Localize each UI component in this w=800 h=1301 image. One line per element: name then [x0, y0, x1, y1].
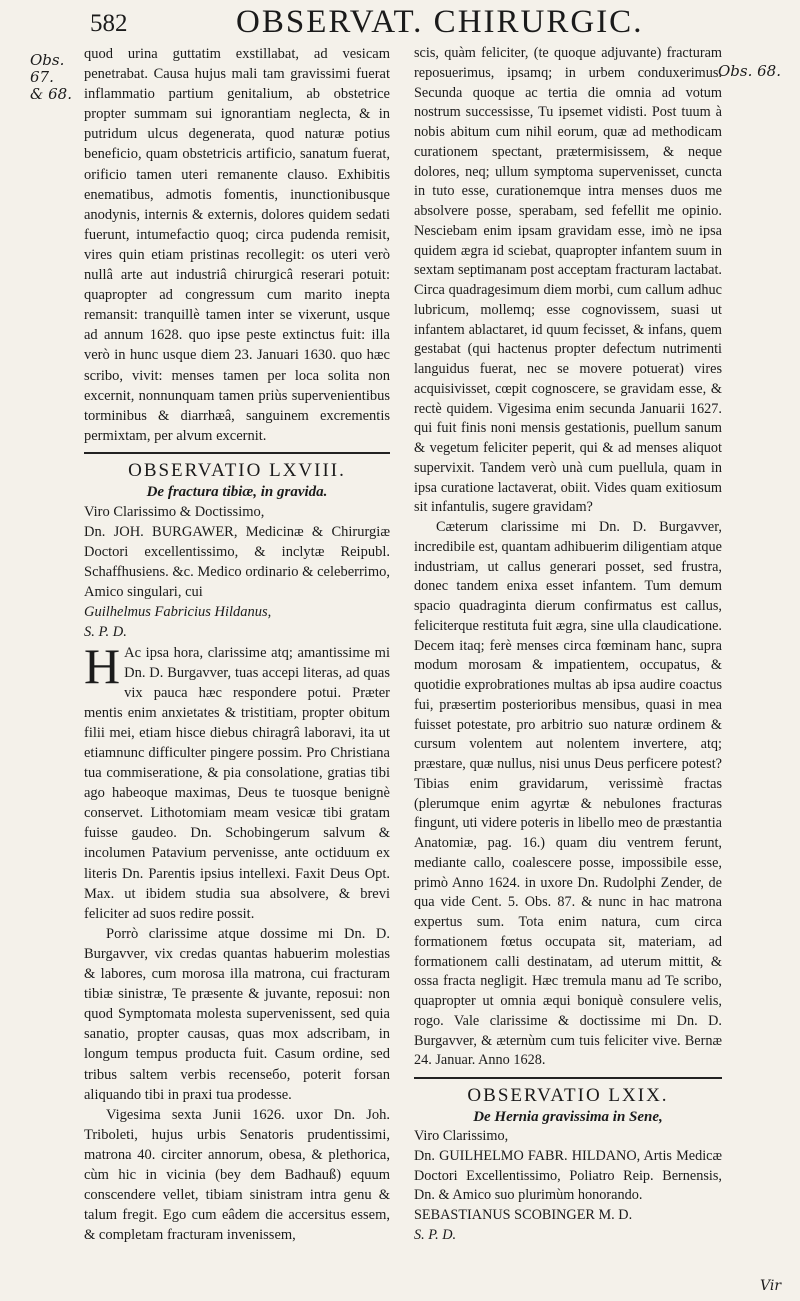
paragraph: quod urina guttatim exstillabat, ad vesicam penetrabat. Causa hujus mali tam gravissimi fuerat inflammatio partium genitalium, ab obstetrice propter summam sui ignorantiam neglecta, & in putridum ulcus degenerata, quod naturæ potius beneficio, quam obstetricis artificio, sanatum fuerat, orificio tamen uteri remanente clauso. Exhibitis enematibus, admotis fomentis, inunctionibusque anodynis, internis & externis, dolores quidem sedati fuerunt, intumefactio quoq; circa pudenda remisit, vires quin etiam pristinas recollegit: os uteri verò nullâ arte aut industriâ chirurgicâ reserari potuit: quapropter ad congressum cum marito inepta remansit: tranquillè tamen inter se vixerunt, usque ad annum 1628. quo ipse peste extinctus fuit: illa verò in hunc usque diem 23. Januari 1630. quo hæc scribo, vivit: menses tamen per loca solita non excernit, nonnunquam tamen priùs supervenientibus torminibus & diarrhæâ, sanguinem excrementis permixtam, per alvum excernit.: [84, 46, 390, 444]
paragraph: Vigesima sexta Junii 1626. uxor Dn. Joh. Triboleti, hujus urbis Senatoris prudentissimi, matrona 40. circiter annorum, obesa, & plethorica, cùm hic in vicinia (bey dem Badhauß) equum conscendere vellet, tibiam sinistram intra genu & talum fregit. Ego cum eâdem die accersitus essem, & completam fracturam invenissem,: [84, 1106, 390, 1244]
address-line: Dn. GUILHELMO FABR. HILDANO, Artis Medicæ Doctori Excellentissimo, Poliatro Reip. Bernensis, Dn. & Amico suo plurimùm honorando.: [414, 1147, 722, 1204]
page-number: 582: [90, 10, 128, 37]
running-head: OBSERVAT. CHIRURGIC.: [236, 4, 644, 40]
margin-note-right: Obs. 68.: [718, 62, 781, 80]
margin-note-left: [30, 52, 78, 103]
address-line: Viro Clarissimo & Doctissimo,: [84, 503, 265, 520]
signer: SEBASTIANUS SCOBINGER M. D.: [414, 1207, 633, 1223]
right-column: [414, 44, 722, 1246]
letter-body: [84, 637, 390, 924]
observation-subtitle: De Hernia gravissima in Sene,: [473, 1109, 663, 1125]
left-column: [84, 44, 390, 1245]
drop-cap: H: [84, 637, 121, 694]
salutation: S. P. D.: [414, 1226, 457, 1243]
section-divider: [84, 452, 390, 454]
margin-note-line: & 68.: [30, 85, 72, 103]
margin-note-line: Obs. 67.: [30, 51, 65, 86]
address-line: Dn. JOH. BURGAWER, Medicinæ & Chirurgiæ Doctori excellentissimo, & inclytæ Reipubl. Schaffhusiens. &c. Medico ordinario & celeberrimo, Amico singulari, cui: [84, 523, 390, 601]
signer: Guilhelmus Fabricius Hildanus,: [84, 604, 272, 621]
salutation: S. P. D.: [84, 624, 127, 641]
paragraph: Ac ipsa hora, clarissime atq; amantissime mi Dn. D. Burgavver, tuas accepi literas, ad quas vix pauca hæc respondere potui. Præter mentis enim anxietates & tristitiam, propter obitum filii mei, etiam hisce diebus chiragrâ laboravi, ita ut etiamnunc difficulter pingere possim. Pro Christiana tua commiseratione, & pia consolatione, gratias tibi ago habeoque maximas, Deus te tuosque benignè conservet. Lithotomiam meam vesicæ tibi gratam fuisse gaudeo. Dn. Schobingerum salvum & incolumen Patavium pervenisse, ante octiduum ex literis Dn. Parentis ipsius intellexi. Faxit Deus Opt. Max. ut ibidem studia sua absolvere, & brevi feliciter ad suos redire possit.: [84, 644, 390, 922]
paragraph: Porrò clarissime atque dossime mi Dn. D. Burgavver, vix credas quantas habuerim molestias & labores, cum morosa illa matrona, cui fracturam tibiæ sinistræ, Te præsente & juvante, reposui: non quod Symptomata molesta supervenissent, sed quia sanatio, propter causas, quas mox adscribam, in longum tempus producta fuit. Casum ordine, sed tribus saltem verbis recenseбо, poterit forsan aliquando tibi in praxi tua prodesse.: [84, 925, 390, 1103]
observation-heading: OBSERVATIO LXIX.: [467, 1085, 669, 1106]
catchword: Vir: [760, 1278, 782, 1294]
paragraph: scis, quàm feliciter, (te quoque adjuvante) fracturam reposuerimus, ipsamq; in urbem conduxerimus. Secunda quoque ac tertia die omnia ad votum nostrum successisse, Tu ipsemet vidisti. Post tuum à nobis abitum cum nihil eorum, quæ ad methodicam curationem spectant, prætermisissem, & neque dolores, neq; ullum symptoma supervenisset, cuncta in tuto esse, curationemque intra menses duos me absolvere posse, sperabam, sed fefellit me opinio. Nesciebam enim ipsam gravidam esse, imò ne ipsa quidem ægra id sciebat, quapropter infantem suum in sextam septimanam post acceptam fracturam lactabat. Circa quadragesimum diem morbi, cum callum adhuc lubricum, mollemq; esse cognovissem, suasi ut infantem ablactaret, id quum fecisset, & infans, quem gestabat (qui hactenus propter defectum nutrimenti languidus fuerat, nec se movere potuerat) vires acquisivisset, cœpit cognoscere, se gravidam esse, & rectè quidem. Vigesima enim secunda Januarii 1627. qui fuit finis noni mensis gestationis, puellum sanum & vegetum feliciter peperit, qui & ad menses aliquot supervixit. Tandem verò unà cum puellula, quam in ipsa curatione lactaverat, obiit. Vides quam exitiosum sit infantulis, sugere gravidam?: [414, 45, 722, 516]
section-divider: [414, 1077, 722, 1079]
page-header: [0, 6, 800, 46]
paragraph: Cæterum clarissime mi Dn. D. Burgavver, incredibile est, quantam adhibuerim diligentiam atque industriam, ut callus generari posset, sed frustra, donec tandem enixa esset infantem. Tum demum spacio quadraginta dierum confirmatus est callus, feliciterque restituta fuit ægra, sine ulla claudicatione. Decem itaq; ferè menses circa fœminam hanc, supra modum morosam & impatientem, occupatus, & quotidie exprobrationes multas ab ipsa audire coactus fui, præsertim posterioribus mensibus, quasi in mea fuisset potestate, pro arbitrio suo naturæ ordinem & cursum volentem aut nolentem invertere, atq; præstare, quæ nullus, nisi unus Deus perficere potest? Tibias enim gravidarum, verissimè fractas (plerumque enim agyrtæ & nebulones fracturas fingunt, uti videre poteris in libello meo de præstantia Anatomiæ, pag. 16.) quam diu ventrem ferunt, mediante callo, coalescere posse, impossibile esse, primò Anno 1624. in uxore Dn. Rudolphi Zender, de qua vide Cent. 5. Obs. 87. & nunc in hac matrona expertus sum. Tota enim natura, cum circa formationem fœtus occupata sit, materiam, ad formationem calli destinatam, ad uterum mittit, & ossa fracta negligit. Hæc tremula manu ad Te scribo, quapropter ut omnia æqui boniquè consulere velis, rogo. Vale clarissime & doctissime mi Dn. D. Burgavver, & æternùm cum tuis feliciter vive. Bernæ 24. Januar. Anno 1628.: [414, 519, 722, 1069]
address-line: Viro Clarissimo,: [414, 1128, 509, 1144]
observation-heading: OBSERVATIO LXVIII.: [128, 459, 346, 481]
observation-subtitle: De fractura tibiæ, in gravida.: [146, 483, 328, 500]
